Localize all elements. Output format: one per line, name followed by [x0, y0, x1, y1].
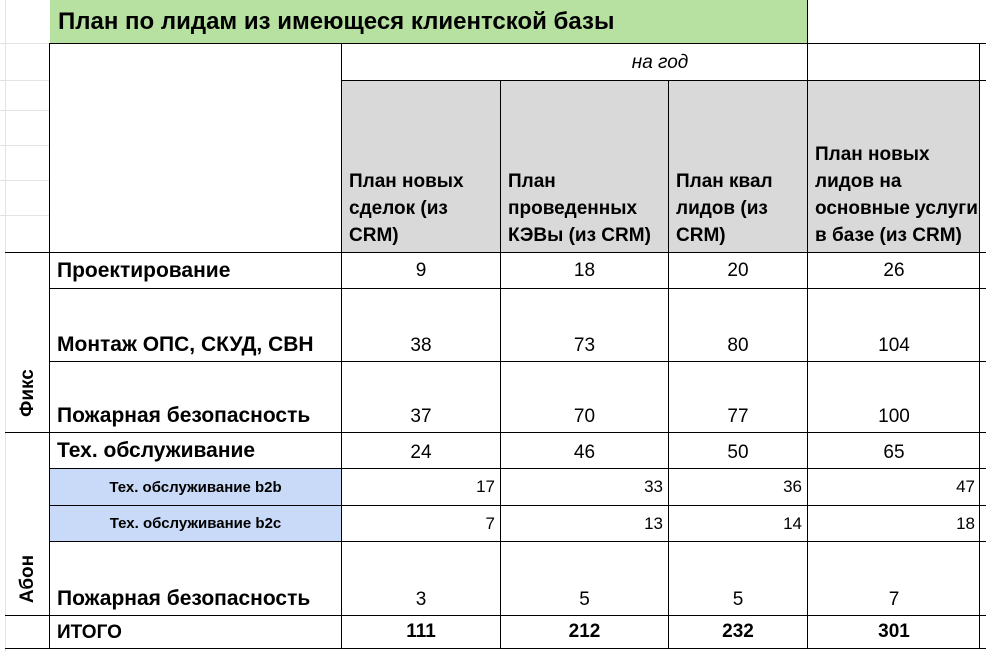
gridline	[0, 145, 50, 146]
column-header-deals[interactable]: План новых сделок (из CRM)	[342, 81, 500, 252]
row-label-maintenance-b2b[interactable]: Тех. обслуживание b2b	[50, 469, 341, 505]
column-header-kev[interactable]: План проведенных КЭВы (из CRM)	[501, 81, 668, 252]
table-border	[5, 432, 986, 433]
column-header-qual-leads[interactable]: План квал лидов (из CRM)	[669, 81, 807, 252]
cell-value[interactable]: 9	[415, 259, 427, 281]
total-value[interactable]: 301	[878, 621, 910, 642]
cell-value[interactable]: 36	[783, 477, 802, 496]
table-border	[5, 252, 986, 253]
table-border	[341, 43, 342, 649]
cell-value[interactable]: 7	[888, 589, 900, 610]
cell-value[interactable]: 18	[956, 513, 975, 533]
table-border	[668, 80, 669, 649]
table-border	[5, 648, 986, 649]
sheet-title[interactable]: План по лидам из имеющеся клиентской базы	[50, 0, 808, 43]
row-label-total[interactable]: ИТОГО	[57, 621, 122, 643]
cell-value[interactable]: 5	[732, 589, 744, 610]
table-border	[50, 288, 986, 289]
row-label-maintenance-b2c[interactable]: Тех. обслуживание b2c	[50, 506, 341, 541]
gridline	[0, 110, 50, 111]
cell-value[interactable]: 80	[727, 335, 749, 356]
cell-value[interactable]: 77	[727, 406, 749, 427]
cell-value[interactable]: 46	[573, 442, 596, 463]
row-label-fire-safety-abon[interactable]: Пожарная безопасность	[57, 587, 311, 610]
table-border	[50, 468, 986, 469]
cell-value[interactable]: 18	[573, 259, 596, 281]
gridline	[0, 215, 50, 216]
cell-value[interactable]: 50	[727, 442, 749, 463]
cell-value[interactable]: 20	[727, 259, 749, 281]
cell-value[interactable]: 65	[883, 442, 905, 463]
gridline	[5, 0, 6, 652]
cell-value[interactable]: 13	[644, 513, 663, 533]
cell-value[interactable]: 14	[783, 513, 802, 533]
row-label-installation[interactable]: Монтаж ОПС, СКУД, СВН	[57, 333, 314, 356]
cell-value[interactable]: 100	[878, 406, 910, 427]
row-label-maintenance[interactable]: Тех. обслуживание	[57, 439, 256, 462]
cell-value[interactable]: 104	[878, 335, 910, 356]
table-border	[500, 80, 501, 649]
row-label-fire-safety[interactable]: Пожарная безопасность	[57, 404, 311, 427]
table-border	[50, 43, 986, 44]
period-header[interactable]: на год	[631, 51, 689, 73]
table-border	[49, 43, 50, 649]
row-label-design[interactable]: Проектирование	[57, 259, 231, 282]
total-value[interactable]: 232	[722, 621, 754, 642]
cell-value[interactable]: 37	[410, 406, 432, 427]
table-border	[341, 80, 986, 81]
cell-value[interactable]: 24	[410, 442, 432, 463]
gridline	[0, 43, 50, 44]
cell-value[interactable]: 3	[415, 589, 427, 610]
cell-value[interactable]: 17	[476, 477, 495, 496]
gridline	[0, 180, 50, 181]
cell-value[interactable]: 70	[573, 406, 596, 427]
cell-value[interactable]: 26	[883, 259, 905, 281]
table-border	[979, 43, 980, 649]
gridline	[0, 80, 50, 81]
table-border	[50, 361, 986, 362]
total-value[interactable]: 111	[406, 621, 436, 642]
cell-value[interactable]: 33	[644, 477, 663, 496]
total-value[interactable]: 212	[568, 621, 601, 642]
cell-value[interactable]: 38	[410, 335, 432, 356]
table-border	[5, 615, 986, 616]
cell-value[interactable]: 47	[956, 477, 975, 496]
group-label-abon[interactable]: Абон	[17, 554, 38, 604]
table-border	[50, 541, 986, 542]
cell-value[interactable]: 73	[573, 335, 596, 356]
group-label-fix[interactable]: Фикс	[17, 369, 38, 417]
table-border	[50, 505, 986, 506]
cell-value[interactable]: 7	[485, 513, 495, 533]
table-border	[807, 0, 808, 649]
cell-value[interactable]: 5	[579, 589, 590, 610]
column-header-new-leads[interactable]: План новых лидов на основные услуги в базе (из CRM)	[808, 81, 980, 252]
